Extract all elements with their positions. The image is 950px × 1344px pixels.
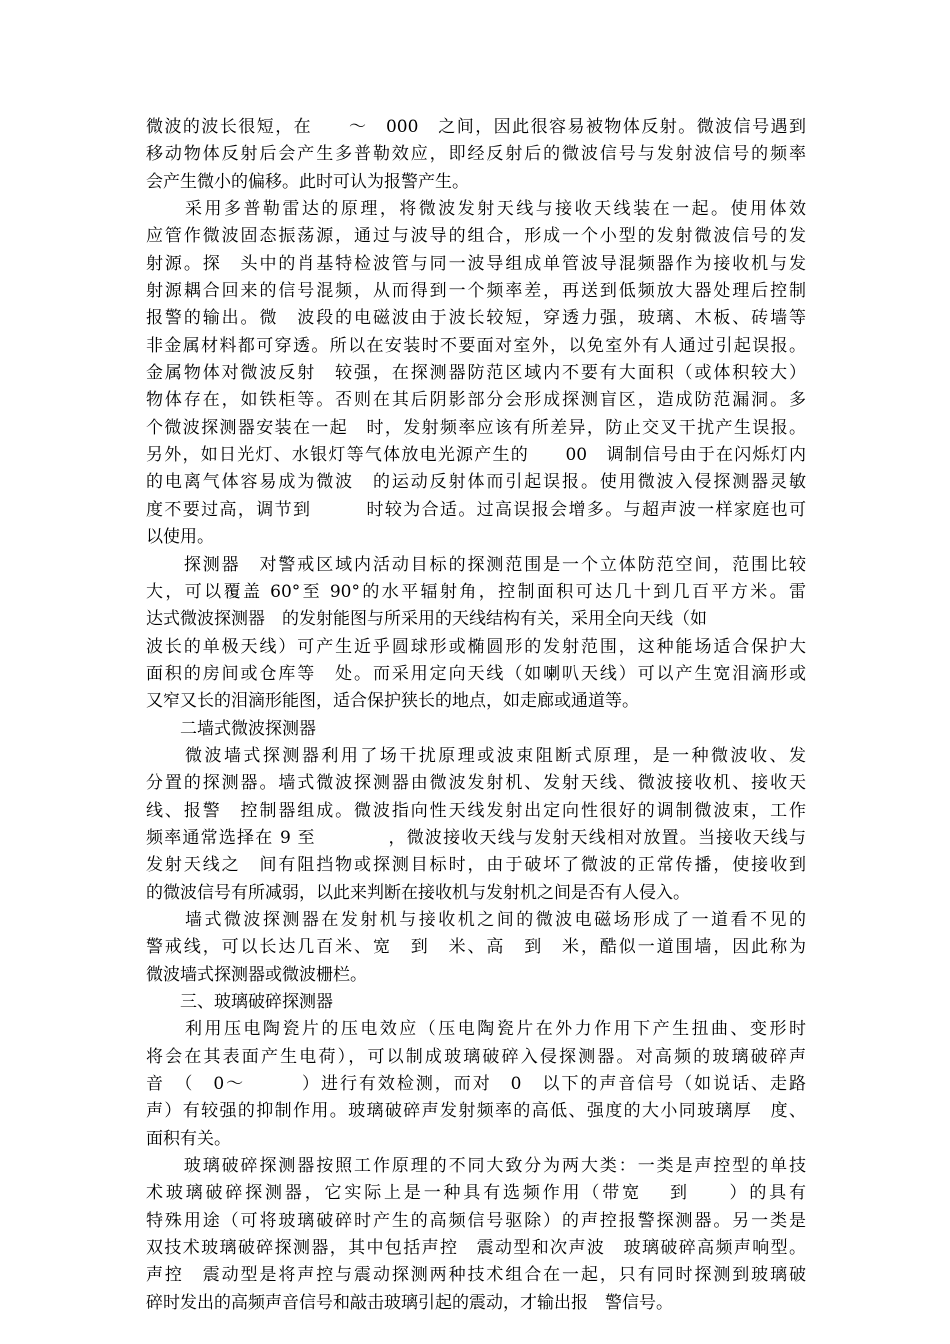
text-line: 利用压电陶瓷片的压电效应（压电陶瓷片在外力作用下产生扭曲、变形时 — [146, 1019, 806, 1040]
text-line: 大，可以覆盖 60°至 90°的水平辐射角，控制面积可达几十到几百平方米。雷 — [146, 581, 806, 602]
text-line: 报警的输出。微 波段的电磁波由于波长较短，穿透力强，玻璃、木板、砖墙等 — [146, 308, 806, 329]
text-line: 物体存在，如铁柜等。否则在其后阴影部分会形成探测盲区，造成防范漏洞。多 — [146, 390, 806, 411]
text-line: 碎时发出的高频声音信号和敲击玻璃引起的震动，才输出报 警信号。 — [146, 1292, 673, 1313]
text-line: 达式微波探测器 的发射能图与所采用的天线结构有关，采用全向天线（如 — [146, 609, 707, 630]
text-line: 另外，如日光灯、水银灯等气体放电光源产生的 00 调制信号由于在闪烁灯内 — [146, 445, 806, 466]
text-line: 以使用。 — [146, 527, 214, 548]
text-line: 波长的单极天线）可产生近乎圆球形或椭圆形的发射范围，这种能场适合保护大 — [146, 636, 806, 657]
text-line: 警戒线，可以长达几百米、宽 到 米、高 到 米，酷似一道围墙，因此称为 — [146, 937, 806, 958]
text-line: 面积有关。 — [146, 1128, 231, 1149]
text-line: 玻璃破碎探测器按照工作原理的不同大致分为两大类：一类是声控型的单技 — [146, 1156, 806, 1177]
text-line: 的微波信号有所减弱，以此来判断在接收机与发射机之间是否有人侵入。 — [146, 882, 690, 903]
text-line: 面积的房间或仓库等 处。而采用定向天线（如喇叭天线）可以产生宽泪滴形或 — [146, 663, 806, 684]
text-line: 采用多普勒雷达的原理，将微波发射天线与接收天线装在一起。使用体效 — [146, 199, 806, 220]
text-line: 的电离气体容易成为微波 的运动反射体而引起误报。使用微波入侵探测器灵敏 — [146, 472, 806, 493]
text-line: 个微波探测器安装在一起 时，发射频率应该有所差异，防止交叉干扰产生误报。 — [146, 417, 806, 438]
text-line: 移动物体反射后会产生多普勒效应，即经反射后的微波信号与发射波信号的频率 — [146, 144, 806, 165]
text-line: 墙式微波探测器在发射机与接收机之间的微波电磁场形成了一道看不见的 — [146, 909, 806, 930]
text-line: 金属物体对微波反射 较强，在探测器防范区域内不要有大面积（或体积较大） — [146, 363, 806, 384]
text-line: 术玻璃破碎探测器，它实际上是一种具有选频作用（带宽 到 ）的具有 — [146, 1183, 806, 1204]
text-line: 分置的探测器。墙式微波探测器由微波发射机、发射天线、微波接收机、接收天 — [146, 773, 806, 794]
text-line: 发射天线之 间有阻挡物或探测目标时，由于破坏了微波的正常传播，使接收到 — [146, 855, 806, 876]
text-line: 频率通常选择在 9 至 ，微波接收天线与发射天线相对放置。当接收天线与 — [146, 827, 806, 848]
text-line: 双技术玻璃破碎探测器，其中包括声控 震动型和次声波 玻璃破碎高频声响型。 — [146, 1238, 806, 1259]
text-line: 音 （ 0～ ）进行有效检测，而对 0 以下的声音信号（如说话、走路 — [146, 1074, 806, 1095]
text-line: 探测器 对警戒区域内活动目标的探测范围是一个立体防范空间，范围比较 — [146, 554, 806, 575]
text-line: 会产生微小的偏移。此时可认为报警产生。 — [146, 171, 469, 192]
text-line: 度不要过高，调节到 时较为合适。过高误报会增多。与超声波一样家庭也可 — [146, 499, 806, 520]
text-line: 二墙式微波探测器 — [146, 718, 316, 739]
text-line: 射源耦合回来的信号混频，从而得到一个频率差，再送到低频放大器处理后控制 — [146, 281, 806, 302]
text-line: 将会在其表面产生电荷），可以制成玻璃破碎入侵探测器。对高频的玻璃破碎声 — [146, 1046, 806, 1067]
text-line: 微波墙式探测器或微波栅栏。 — [146, 964, 367, 985]
text-line: 应管作微波固态振荡源，通过与波导的组合，形成一个小型的发射微波信号的发 — [146, 226, 806, 247]
text-line: 微波的波长很短，在 ～ 000 之间，因此很容易被物体反射。微波信号遇到 — [146, 117, 806, 137]
text-line: 又窄又长的泪滴形能图，适合保护狭长的地点，如走廊或通道等。 — [146, 691, 639, 712]
text-line: 射源。探 头中的肖基特检波管与同一波导组成单管波导混频器作为接收机与发 — [146, 253, 806, 274]
text-line: 声）有较强的抑制作用。玻璃破碎声发射频率的高低、强度的大小同玻璃厚 度、 — [146, 1101, 806, 1122]
text-line: 三、玻璃破碎探测器 — [146, 992, 333, 1012]
text-line: 特殊用途（可将玻璃破碎时产生的高频信号驱除）的声控报警探测器。另一类是 — [146, 1210, 806, 1231]
text-line: 声控 震动型是将声控与震动探测两种技术组合在一起，只有同时探测到玻璃破 — [146, 1265, 806, 1286]
document-body — [146, 114, 806, 1317]
text-line: 非金属材料都可穿透。所以在安装时不要面对室外，以免室外有人通过引起误报。 — [146, 335, 806, 356]
text-line: 线、报警 控制器组成。微波指向性天线发射出定向性很好的调制微波束，工作 — [146, 800, 806, 821]
text-line: 微波墙式探测器利用了场干扰原理或波束阻断式原理，是一种微波收、发 — [146, 745, 806, 766]
